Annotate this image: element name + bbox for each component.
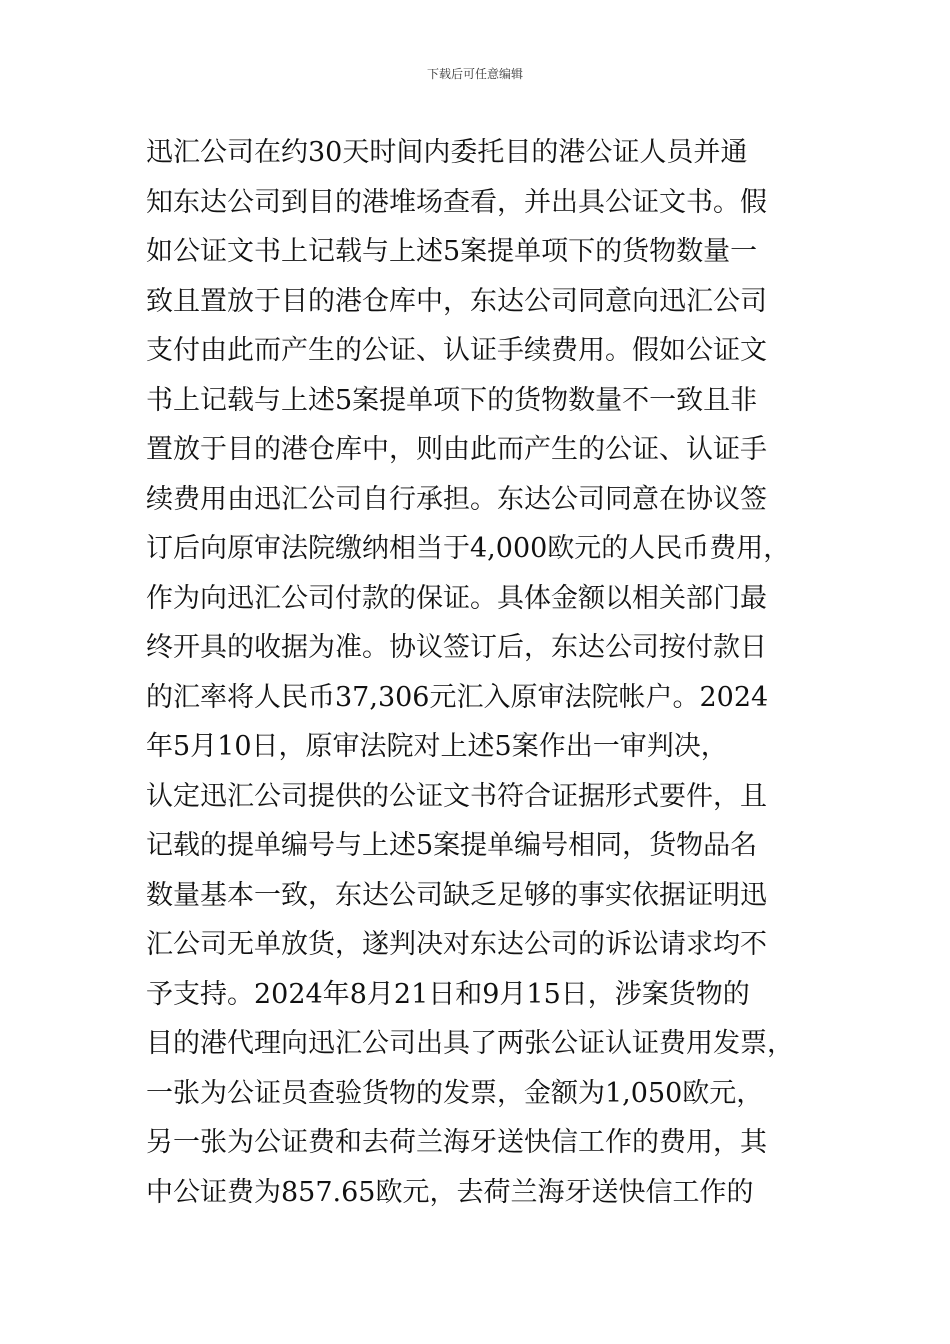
text-line: 致且置放于目的港仓库中，东达公司同意向迅汇公司	[146, 285, 767, 317]
text-line: 年5月10日，原审法院对上述5案作出一审判决，	[146, 731, 728, 762]
text-line: 支付由此而产生的公证、认证手续费用。假如公证文	[146, 335, 767, 366]
text-line: 订后向原审法院缴纳相当于4,000欧元的人民币费用，	[146, 533, 791, 564]
text-line: 终开具的收据为准。协议签订后，东达公司按付款日	[146, 632, 767, 663]
text-line: 数量基本一致，东达公司缺乏足够的事实依据证明迅	[146, 879, 767, 911]
text-line: 另一张为公证费和去荷兰海牙送快信工作的费用，其	[146, 1127, 767, 1158]
text-line: 续费用由迅汇公司自行承担。东达公司同意在协议签	[146, 483, 767, 515]
page-header: 下载后可任意编辑	[426, 67, 523, 81]
text-line: 予支持。2024年8月21日和9月15日，涉案货物的	[146, 978, 750, 1010]
text-line: 一张为公证员查验货物的发票，金额为1,050欧元，	[146, 1077, 764, 1109]
text-line: 如公证文书上记载与上述5案提单项下的货物数量一	[146, 236, 758, 267]
text-line: 记载的提单编号与上述5案提单编号相同，货物品名	[146, 830, 758, 861]
text-line: 中公证费为857.65欧元，去荷兰海牙送快信工作的	[146, 1176, 754, 1208]
text-line: 目的港代理向迅汇公司出具了两张公证认证费用发票，	[146, 1028, 794, 1059]
text-line: 汇公司无单放货，遂判决对东达公司的诉讼请求均不	[146, 929, 767, 960]
text-line: 认定迅汇公司提供的公证文书符合证据形式要件，且	[146, 780, 767, 812]
text-line: 书上记载与上述5案提单项下的货物数量不一致且非	[146, 384, 758, 416]
text-line: 迅汇公司在约30天时间内委托目的港公证人员并通	[146, 137, 748, 168]
text-line: 作为向迅汇公司付款的保证。具体金额以相关部门最	[146, 582, 767, 614]
document-body	[146, 128, 826, 1217]
text-line: 知东达公司到目的港堆场查看，并出具公证文书。假	[146, 186, 767, 218]
text-line: 的汇率将人民币37,306元汇入原审法院帐户。2024	[146, 681, 769, 713]
text-line: 置放于目的港仓库中，则由此而产生的公证、认证手	[146, 434, 767, 465]
